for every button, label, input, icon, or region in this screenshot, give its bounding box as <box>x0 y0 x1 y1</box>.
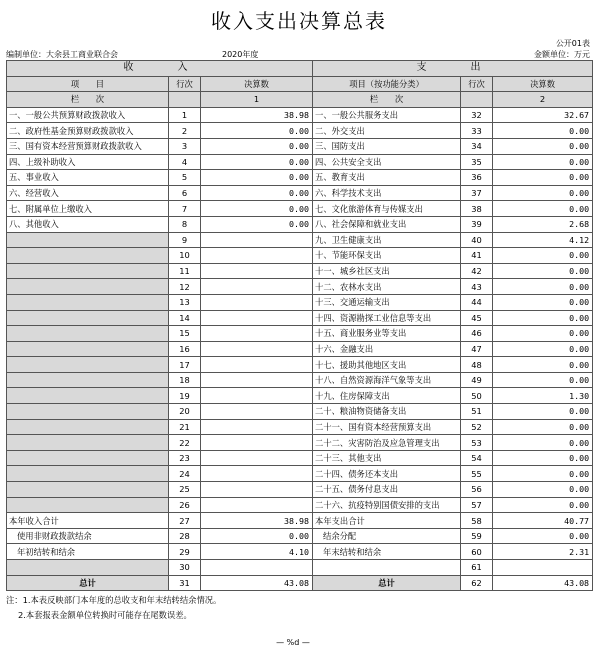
income-row-number: 10 <box>169 248 201 264</box>
expense-value: 2.31 <box>493 544 593 560</box>
income-item-label: 年初结转和结余 <box>7 544 169 560</box>
expense-value: 32.67 <box>493 107 593 123</box>
expense-row-number: 44 <box>461 294 493 310</box>
income-item-label <box>7 404 169 420</box>
expense-item-label <box>313 560 461 576</box>
expense-value <box>493 560 593 576</box>
income-value <box>201 294 313 310</box>
table-row <box>7 216 593 232</box>
expense-final-header: 决算数 <box>493 76 593 92</box>
income-row-number: 23 <box>169 450 201 466</box>
expense-row-number: 41 <box>461 248 493 264</box>
income-value <box>201 357 313 373</box>
expense-item-label: 十二、农林水支出 <box>313 279 461 295</box>
expense-col-blank <box>461 92 493 108</box>
expense-value: 0.00 <box>493 201 593 217</box>
income-item-label <box>7 497 169 513</box>
note-1: 注：1.本表反映部门本年度的总收支和年末结转结余情况。 <box>6 595 222 606</box>
income-value <box>201 560 313 576</box>
expense-item-label: 二十二、灾害防治及应急管理支出 <box>313 435 461 451</box>
income-item-label <box>7 326 169 342</box>
expense-item-label: 二十五、债务付息支出 <box>313 482 461 498</box>
income-col-label: 栏 次 <box>7 92 169 108</box>
income-row-number: 1 <box>169 107 201 123</box>
expense-row-number: 53 <box>461 435 493 451</box>
income-row-number: 22 <box>169 435 201 451</box>
income-row-number: 20 <box>169 404 201 420</box>
expense-value: 0.00 <box>493 466 593 482</box>
table-row <box>7 310 593 326</box>
income-item-label: 六、经营收入 <box>7 185 169 201</box>
table-row <box>7 357 593 373</box>
income-value <box>201 232 313 248</box>
expense-row-number: 32 <box>461 107 493 123</box>
expense-row-number: 48 <box>461 357 493 373</box>
income-value <box>201 466 313 482</box>
expense-item-label: 十九、住房保障支出 <box>313 388 461 404</box>
income-value: 0.00 <box>201 185 313 201</box>
expense-value: 0.00 <box>493 341 593 357</box>
expense-item-label: 二十、粮油物资储备支出 <box>313 404 461 420</box>
expense-value: 0.00 <box>493 294 593 310</box>
expense-value: 0.00 <box>493 154 593 170</box>
table-row <box>7 544 593 560</box>
table-row <box>7 326 593 342</box>
table-row <box>7 560 593 576</box>
expense-value: 43.08 <box>493 575 593 591</box>
column-index-row <box>7 92 593 108</box>
income-value <box>201 310 313 326</box>
table-row <box>7 185 593 201</box>
income-final-header: 决算数 <box>201 76 313 92</box>
table-row <box>7 123 593 139</box>
income-value <box>201 341 313 357</box>
expense-item-label: 二十三、其他支出 <box>313 450 461 466</box>
expense-row-number: 45 <box>461 310 493 326</box>
table-row <box>7 466 593 482</box>
expense-row-number: 40 <box>461 232 493 248</box>
column-header-row <box>7 76 593 92</box>
table-row <box>7 279 593 295</box>
income-item-label: 一、一般公共预算财政拨款收入 <box>7 107 169 123</box>
income-value: 0.00 <box>201 123 313 139</box>
expense-item-label: 八、社会保障和就业支出 <box>313 216 461 232</box>
income-row-number: 25 <box>169 482 201 498</box>
income-value: 43.08 <box>201 575 313 591</box>
expense-value: 2.68 <box>493 216 593 232</box>
income-item-label <box>7 372 169 388</box>
expense-row-number: 42 <box>461 263 493 279</box>
income-item-label <box>7 357 169 373</box>
expense-row-number: 49 <box>461 372 493 388</box>
expense-item-label: 二、外交支出 <box>313 123 461 139</box>
income-item-label: 本年收入合计 <box>7 513 169 529</box>
note-2: 2.本套报表金额单位转换时可能存在尾数误差。 <box>18 610 192 621</box>
income-item-label: 五、事业收入 <box>7 170 169 186</box>
table-row <box>7 528 593 544</box>
table-row <box>7 341 593 357</box>
expense-section-header: 支 出 <box>313 61 593 77</box>
income-row-number: 11 <box>169 263 201 279</box>
expense-col-number: 2 <box>493 92 593 108</box>
expense-row-number: 39 <box>461 216 493 232</box>
income-item-label <box>7 263 169 279</box>
income-item-label: 七、附属单位上缴收入 <box>7 201 169 217</box>
income-item-label: 二、政府性基金预算财政拨款收入 <box>7 123 169 139</box>
expense-item-label: 三、国防支出 <box>313 138 461 154</box>
income-value <box>201 497 313 513</box>
expense-row-number: 51 <box>461 404 493 420</box>
expense-row-number: 54 <box>461 450 493 466</box>
expense-item-label: 总计 <box>313 575 461 591</box>
income-value <box>201 450 313 466</box>
income-row-number: 5 <box>169 170 201 186</box>
expense-row-number: 43 <box>461 279 493 295</box>
income-item-label: 四、上级补助收入 <box>7 154 169 170</box>
expense-row-number: 37 <box>461 185 493 201</box>
expense-row-number: 55 <box>461 466 493 482</box>
income-value: 38.98 <box>201 107 313 123</box>
page-footer: — %d — <box>276 638 310 647</box>
income-value <box>201 388 313 404</box>
income-item-label <box>7 450 169 466</box>
expense-value: 0.00 <box>493 528 593 544</box>
report-sheet <box>6 4 592 623</box>
income-item-label: 使用非财政拨款结余 <box>7 528 169 544</box>
income-item-label: 八、其他收入 <box>7 216 169 232</box>
amount-unit: 金额单位：万元 <box>534 50 590 59</box>
income-value: 0.00 <box>201 154 313 170</box>
table-row <box>7 170 593 186</box>
income-row-number: 6 <box>169 185 201 201</box>
income-value <box>201 372 313 388</box>
expense-value: 0.00 <box>493 279 593 295</box>
expense-value: 0.00 <box>493 497 593 513</box>
table-row <box>7 154 593 170</box>
income-col-number: 1 <box>201 92 313 108</box>
expense-item-label: 十六、金融支出 <box>313 341 461 357</box>
income-value: 4.10 <box>201 544 313 560</box>
expense-value: 0.00 <box>493 248 593 264</box>
income-row-number: 15 <box>169 326 201 342</box>
expense-row-number: 56 <box>461 482 493 498</box>
income-row-number: 31 <box>169 575 201 591</box>
expense-row-number: 35 <box>461 154 493 170</box>
expense-value: 0.00 <box>493 263 593 279</box>
report-title: 收入支出决算总表 <box>211 9 387 33</box>
expense-row-number: 38 <box>461 201 493 217</box>
expense-value: 0.00 <box>493 185 593 201</box>
expense-row-number: 33 <box>461 123 493 139</box>
income-row-number: 4 <box>169 154 201 170</box>
expense-value: 0.00 <box>493 404 593 420</box>
unit-label: 编制单位：大余县工商业联合会 <box>6 50 118 59</box>
table-row <box>7 263 593 279</box>
income-item-label <box>7 232 169 248</box>
expense-item-label: 十、节能环保支出 <box>313 248 461 264</box>
table-row <box>7 248 593 264</box>
expense-item-label: 四、公共安全支出 <box>313 154 461 170</box>
table-row <box>7 497 593 513</box>
income-row-number: 7 <box>169 201 201 217</box>
expense-value: 0.00 <box>493 170 593 186</box>
income-item-label: 三、国有资本经营预算财政拨款收入 <box>7 138 169 154</box>
income-row-number: 2 <box>169 123 201 139</box>
income-value: 0.00 <box>201 201 313 217</box>
income-item-label: 总计 <box>7 575 169 591</box>
income-row-number: 29 <box>169 544 201 560</box>
expense-item-label: 二十一、国有资本经营预算支出 <box>313 419 461 435</box>
income-value <box>201 326 313 342</box>
expense-row-number: 62 <box>461 575 493 591</box>
income-item-label <box>7 560 169 576</box>
table-row <box>7 482 593 498</box>
section-header-row <box>7 61 593 77</box>
expense-value: 40.77 <box>493 513 593 529</box>
income-row-number: 8 <box>169 216 201 232</box>
expense-value: 0.00 <box>493 435 593 451</box>
expense-item-label: 七、文化旅游体育与传媒支出 <box>313 201 461 217</box>
table-row <box>7 419 593 435</box>
expense-row-number: 52 <box>461 419 493 435</box>
income-section-header: 收 入 <box>7 61 313 77</box>
income-value <box>201 435 313 451</box>
table-row <box>7 435 593 451</box>
income-row-number: 28 <box>169 528 201 544</box>
table-row <box>7 138 593 154</box>
expense-item-label: 年末结转和结余 <box>313 544 461 560</box>
expense-row-number: 60 <box>461 544 493 560</box>
summary-table <box>6 60 593 591</box>
meta-row <box>6 49 592 60</box>
expense-col-label: 栏 次 <box>313 92 461 108</box>
expense-row-number: 58 <box>461 513 493 529</box>
income-value <box>201 279 313 295</box>
table-row <box>7 294 593 310</box>
table-row <box>7 388 593 404</box>
income-row-number: 30 <box>169 560 201 576</box>
income-value <box>201 248 313 264</box>
expense-item-label: 十三、交通运输支出 <box>313 294 461 310</box>
table-row <box>7 201 593 217</box>
expense-row-number: 61 <box>461 560 493 576</box>
expense-item-label: 十一、城乡社区支出 <box>313 263 461 279</box>
form-code: 公开01表 <box>555 39 590 48</box>
form-code-row <box>6 38 592 49</box>
income-value: 0.00 <box>201 170 313 186</box>
income-item-label <box>7 419 169 435</box>
expense-item-label: 九、卫生健康支出 <box>313 232 461 248</box>
expense-item-label: 结余分配 <box>313 528 461 544</box>
table-row <box>7 232 593 248</box>
expense-row-number: 34 <box>461 138 493 154</box>
expense-item-label: 十四、资源勘探工业信息等支出 <box>313 310 461 326</box>
income-value: 0.00 <box>201 138 313 154</box>
income-item-label <box>7 310 169 326</box>
income-col-blank <box>169 92 201 108</box>
income-row-number: 3 <box>169 138 201 154</box>
income-value: 0.00 <box>201 528 313 544</box>
expense-value: 0.00 <box>493 372 593 388</box>
income-value <box>201 419 313 435</box>
income-row-number: 18 <box>169 372 201 388</box>
expense-item-label: 六、科学技术支出 <box>313 185 461 201</box>
income-item-label <box>7 294 169 310</box>
expense-value: 0.00 <box>493 357 593 373</box>
income-row-number: 19 <box>169 388 201 404</box>
expense-item-label: 十五、商业服务业等支出 <box>313 326 461 342</box>
income-item-label <box>7 341 169 357</box>
expense-item-header: 项目（按功能分类） <box>313 76 461 92</box>
income-value <box>201 404 313 420</box>
expense-value: 0.00 <box>493 138 593 154</box>
expense-value: 4.12 <box>493 232 593 248</box>
expense-item-label: 二十六、抗疫特别国债安排的支出 <box>313 497 461 513</box>
expense-row-number: 47 <box>461 341 493 357</box>
income-item-label <box>7 279 169 295</box>
expense-item-label: 二十四、债务还本支出 <box>313 466 461 482</box>
expense-item-label: 五、教育支出 <box>313 170 461 186</box>
expense-value: 0.00 <box>493 310 593 326</box>
income-value <box>201 263 313 279</box>
table-row <box>7 575 593 591</box>
income-row-number: 26 <box>169 497 201 513</box>
income-item-header: 项 目 <box>7 76 169 92</box>
expense-item-label: 十七、援助其他地区支出 <box>313 357 461 373</box>
expense-row-number: 50 <box>461 388 493 404</box>
income-item-label <box>7 248 169 264</box>
income-item-label <box>7 482 169 498</box>
notes <box>6 593 592 623</box>
table-row <box>7 107 593 123</box>
expense-row-number: 36 <box>461 170 493 186</box>
income-row-number: 16 <box>169 341 201 357</box>
expense-value: 0.00 <box>493 450 593 466</box>
income-rowno-header: 行次 <box>169 76 201 92</box>
expense-row-number: 46 <box>461 326 493 342</box>
income-item-label <box>7 388 169 404</box>
expense-value: 0.00 <box>493 482 593 498</box>
expense-row-number: 59 <box>461 528 493 544</box>
income-value: 38.98 <box>201 513 313 529</box>
year-label: 2020年度 <box>222 50 259 59</box>
income-item-label <box>7 435 169 451</box>
expense-item-label: 十八、自然资源海洋气象等支出 <box>313 372 461 388</box>
income-item-label <box>7 466 169 482</box>
table-row <box>7 450 593 466</box>
income-row-number: 27 <box>169 513 201 529</box>
income-row-number: 14 <box>169 310 201 326</box>
expense-value: 0.00 <box>493 326 593 342</box>
income-row-number: 17 <box>169 357 201 373</box>
income-row-number: 21 <box>169 419 201 435</box>
expense-value: 0.00 <box>493 123 593 139</box>
expense-value: 1.30 <box>493 388 593 404</box>
table-row <box>7 372 593 388</box>
income-value: 0.00 <box>201 216 313 232</box>
expense-item-label: 本年支出合计 <box>313 513 461 529</box>
expense-item-label: 一、一般公共服务支出 <box>313 107 461 123</box>
income-row-number: 12 <box>169 279 201 295</box>
income-row-number: 24 <box>169 466 201 482</box>
expense-row-number: 57 <box>461 497 493 513</box>
table-row <box>7 513 593 529</box>
income-row-number: 9 <box>169 232 201 248</box>
income-row-number: 13 <box>169 294 201 310</box>
expense-rowno-header: 行次 <box>461 76 493 92</box>
income-value <box>201 482 313 498</box>
expense-value: 0.00 <box>493 419 593 435</box>
table-row <box>7 404 593 420</box>
